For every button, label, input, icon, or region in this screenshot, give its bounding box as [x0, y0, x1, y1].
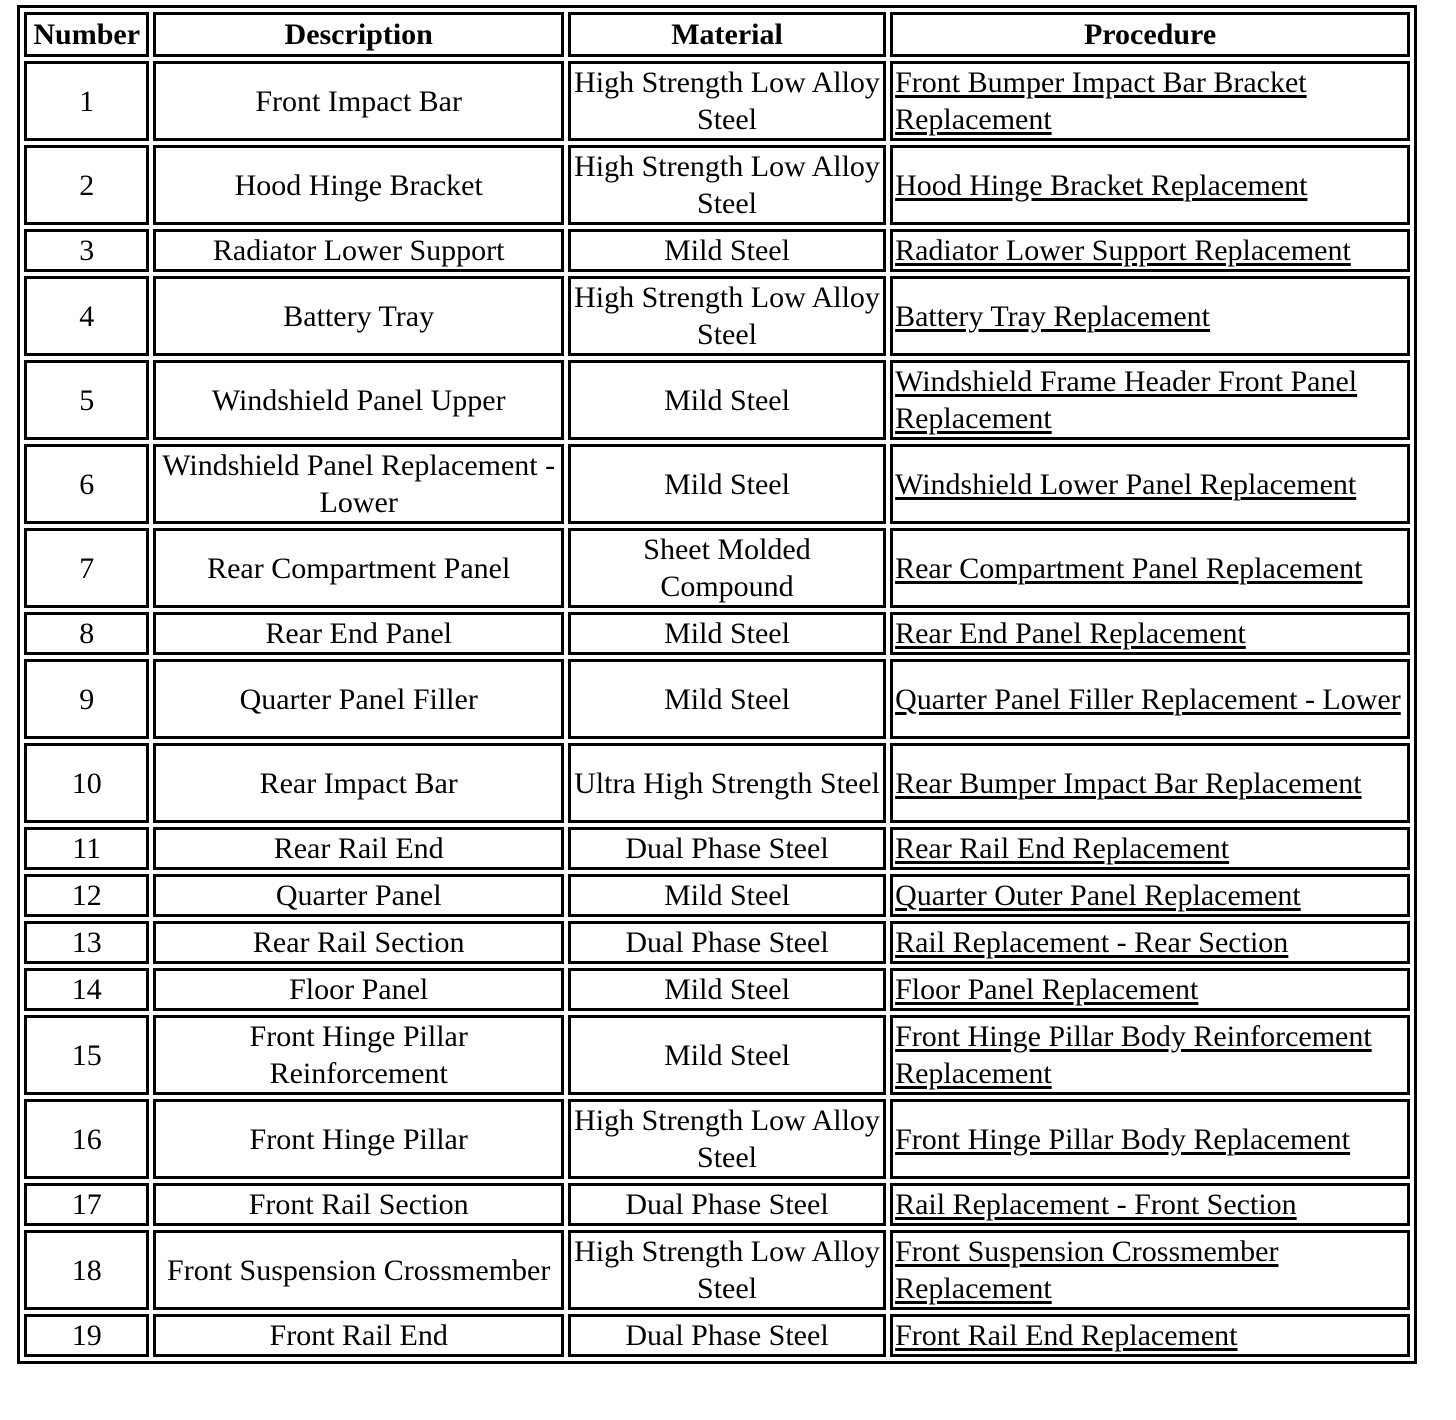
- procedure-link[interactable]: Rail Replacement - Front Section: [895, 1188, 1297, 1221]
- procedure-link[interactable]: Battery Tray Replacement: [895, 299, 1211, 333]
- procedure-cell: [890, 360, 1410, 440]
- table-row: [24, 229, 1410, 272]
- procedure-cell: [890, 276, 1410, 356]
- header-number: Number: [24, 12, 149, 57]
- material-cell: Dual Phase Steel: [568, 827, 886, 870]
- procedure-link[interactable]: Rear End Panel Replacement: [895, 617, 1246, 650]
- procedure-link[interactable]: Front Hinge Pillar Body Reinforcement Replacement: [895, 1020, 1372, 1090]
- description-cell: Front Rail Section: [153, 1183, 563, 1226]
- description-cell: Floor Panel: [153, 968, 563, 1011]
- procedure-link[interactable]: Windshield Lower Panel Replacement: [895, 467, 1357, 501]
- material-cell: Mild Steel: [568, 1015, 886, 1095]
- procedure-cell: [890, 145, 1410, 225]
- parts-table: [17, 5, 1417, 1364]
- procedure-link[interactable]: Quarter Panel Filler Replacement - Lower: [895, 682, 1401, 716]
- number-cell: 9: [24, 659, 149, 739]
- material-cell: High Strength Low Alloy Steel: [568, 61, 886, 141]
- description-cell: Battery Tray: [153, 276, 563, 356]
- procedure-link[interactable]: Windshield Frame Header Front Panel Replacement: [895, 365, 1358, 435]
- header-description: Description: [153, 12, 563, 57]
- description-cell: Front Impact Bar: [153, 61, 563, 141]
- number-cell: 10: [24, 743, 149, 823]
- procedure-link[interactable]: Rear Bumper Impact Bar Replacement: [895, 766, 1362, 800]
- number-cell: 19: [24, 1314, 149, 1357]
- table-row: [24, 276, 1410, 356]
- procedure-cell: [890, 1183, 1410, 1226]
- description-cell: Quarter Panel: [153, 874, 563, 917]
- number-cell: 12: [24, 874, 149, 917]
- material-cell: High Strength Low Alloy Steel: [568, 145, 886, 225]
- procedure-link[interactable]: Quarter Outer Panel Replacement: [895, 879, 1301, 912]
- description-cell: Front Hinge Pillar Reinforcement: [153, 1015, 563, 1095]
- procedure-link[interactable]: Rail Replacement - Rear Section: [895, 926, 1289, 959]
- procedure-link[interactable]: Front Hinge Pillar Body Replacement: [895, 1122, 1351, 1156]
- number-cell: 15: [24, 1015, 149, 1095]
- procedure-cell: [890, 827, 1410, 870]
- material-cell: Mild Steel: [568, 659, 886, 739]
- procedure-link[interactable]: Rear Compartment Panel Replacement: [895, 551, 1363, 585]
- table-row: [24, 1099, 1410, 1179]
- table-row: [24, 1314, 1410, 1357]
- number-cell: 1: [24, 61, 149, 141]
- table-row: [24, 61, 1410, 141]
- procedure-cell: [890, 921, 1410, 964]
- description-cell: Radiator Lower Support: [153, 229, 563, 272]
- table-row: [24, 659, 1410, 739]
- header-row: [24, 12, 1410, 57]
- table-row: [24, 528, 1410, 608]
- number-cell: 2: [24, 145, 149, 225]
- material-cell: High Strength Low Alloy Steel: [568, 1099, 886, 1179]
- table-row: [24, 1183, 1410, 1226]
- procedure-cell: [890, 968, 1410, 1011]
- number-cell: 6: [24, 444, 149, 524]
- procedure-link[interactable]: Hood Hinge Bracket Replacement: [895, 168, 1308, 202]
- table-row: [24, 1230, 1410, 1310]
- procedure-link[interactable]: Front Rail End Replacement: [895, 1319, 1238, 1352]
- procedure-link[interactable]: Floor Panel Replacement: [895, 973, 1199, 1006]
- table-body: [24, 61, 1410, 1357]
- material-cell: High Strength Low Alloy Steel: [568, 276, 886, 356]
- table-row: [24, 1015, 1410, 1095]
- number-cell: 7: [24, 528, 149, 608]
- number-cell: 4: [24, 276, 149, 356]
- material-cell: Dual Phase Steel: [568, 1314, 886, 1357]
- table-row: [24, 743, 1410, 823]
- procedure-cell: [890, 1230, 1410, 1310]
- description-cell: Quarter Panel Filler: [153, 659, 563, 739]
- description-cell: Front Suspension Crossmember: [153, 1230, 563, 1310]
- procedure-cell: [890, 612, 1410, 655]
- material-cell: Mild Steel: [568, 874, 886, 917]
- description-cell: Windshield Panel Replacement - Lower: [153, 444, 563, 524]
- description-cell: Hood Hinge Bracket: [153, 145, 563, 225]
- number-cell: 5: [24, 360, 149, 440]
- material-cell: Ultra High Strength Steel: [568, 743, 886, 823]
- description-cell: Windshield Panel Upper: [153, 360, 563, 440]
- procedure-link[interactable]: Radiator Lower Support Replacement: [895, 234, 1351, 267]
- number-cell: 16: [24, 1099, 149, 1179]
- procedure-link[interactable]: Front Suspension Crossmember Replacement: [895, 1235, 1279, 1305]
- number-cell: 14: [24, 968, 149, 1011]
- material-cell: Mild Steel: [568, 968, 886, 1011]
- procedure-cell: [890, 229, 1410, 272]
- description-cell: Front Hinge Pillar: [153, 1099, 563, 1179]
- material-cell: Dual Phase Steel: [568, 1183, 886, 1226]
- material-cell: Mild Steel: [568, 612, 886, 655]
- procedure-cell: [890, 874, 1410, 917]
- table-row: [24, 874, 1410, 917]
- procedure-cell: [890, 659, 1410, 739]
- number-cell: 17: [24, 1183, 149, 1226]
- table-row: [24, 444, 1410, 524]
- procedure-cell: [890, 1314, 1410, 1357]
- procedure-link[interactable]: Front Bumper Impact Bar Bracket Replacement: [895, 66, 1307, 136]
- number-cell: 11: [24, 827, 149, 870]
- material-cell: Sheet Molded Compound: [568, 528, 886, 608]
- description-cell: Rear Compartment Panel: [153, 528, 563, 608]
- description-cell: Rear Rail Section: [153, 921, 563, 964]
- procedure-cell: [890, 61, 1410, 141]
- procedure-cell: [890, 528, 1410, 608]
- material-cell: Mild Steel: [568, 360, 886, 440]
- table-row: [24, 612, 1410, 655]
- description-cell: Front Rail End: [153, 1314, 563, 1357]
- header-material: Material: [568, 12, 886, 57]
- procedure-cell: [890, 1099, 1410, 1179]
- procedure-link[interactable]: Rear Rail End Replacement: [895, 832, 1230, 865]
- description-cell: Rear End Panel: [153, 612, 563, 655]
- description-cell: Rear Rail End: [153, 827, 563, 870]
- material-cell: High Strength Low Alloy Steel: [568, 1230, 886, 1310]
- material-cell: Mild Steel: [568, 444, 886, 524]
- table-row: [24, 827, 1410, 870]
- table-row: [24, 145, 1410, 225]
- table-row: [24, 921, 1410, 964]
- number-cell: 18: [24, 1230, 149, 1310]
- material-cell: Mild Steel: [568, 229, 886, 272]
- procedure-cell: [890, 1015, 1410, 1095]
- table-row: [24, 360, 1410, 440]
- number-cell: 8: [24, 612, 149, 655]
- number-cell: 13: [24, 921, 149, 964]
- header-procedure: Procedure: [890, 12, 1410, 57]
- number-cell: 3: [24, 229, 149, 272]
- table-row: [24, 968, 1410, 1011]
- procedure-cell: [890, 743, 1410, 823]
- description-cell: Rear Impact Bar: [153, 743, 563, 823]
- material-cell: Dual Phase Steel: [568, 921, 886, 964]
- procedure-cell: [890, 444, 1410, 524]
